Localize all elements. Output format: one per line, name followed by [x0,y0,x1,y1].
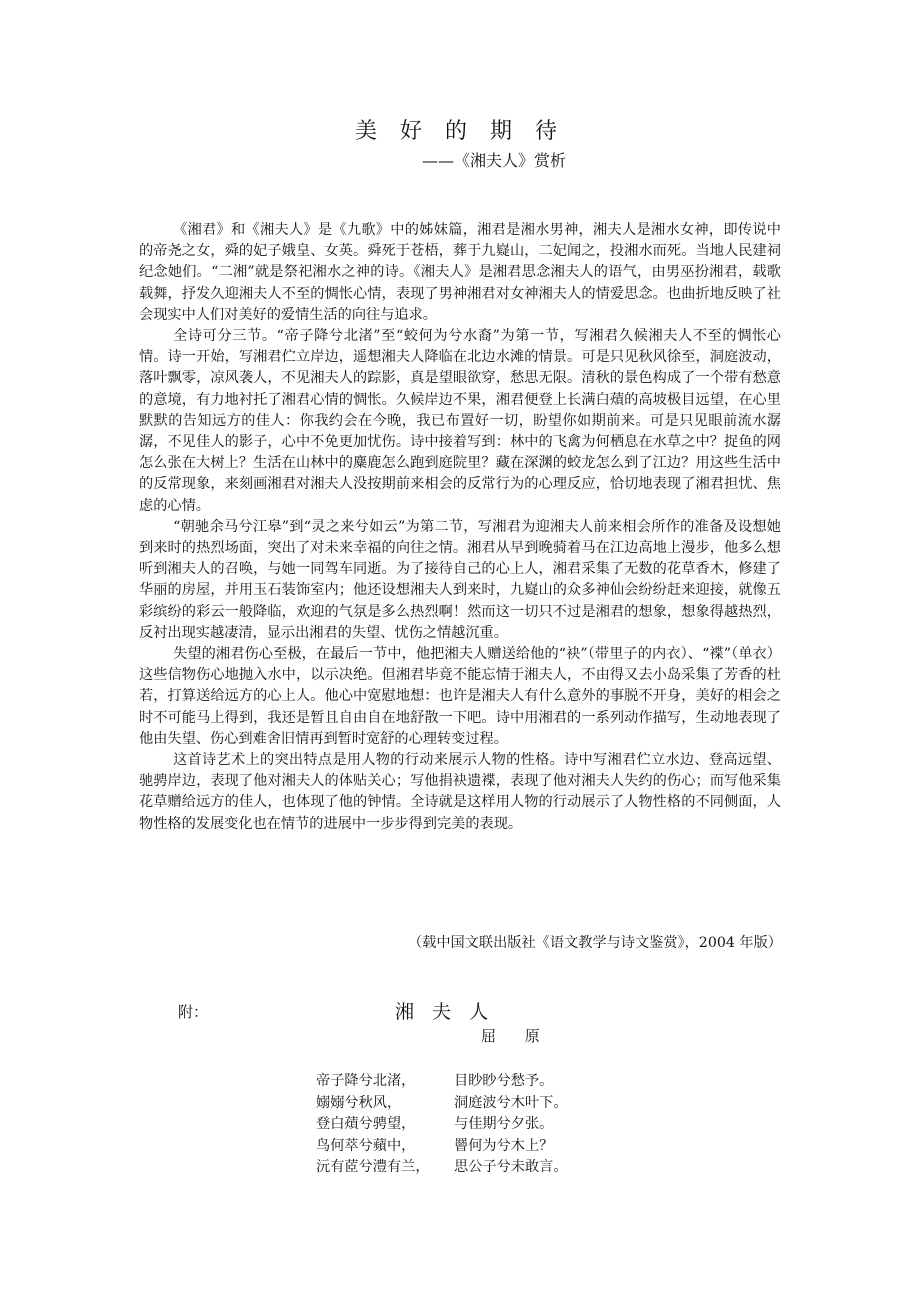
poem-line-right: 思公子兮未敢言。 [454,1159,568,1175]
poem-line-left: 嫋嫋兮秋风， [316,1094,402,1111]
article-title: 美 好 的 期 待 [355,119,565,144]
source-citation: （载中国文联出版社《语文教学与诗文鉴赏》，2004 年版） [407,935,782,951]
poem-title: 湘 夫 人 [395,1001,495,1023]
paragraph: “朝驰余马兮江皋”到“灵之来兮如云”为第二节，写湘君为迎湘夫人前来相会所作的准备及设想她到来时的热烈场面，突出了对未来幸福的向往之情。湘君从早到晚骑着马在江边高地上漫步，他多么想听到湘夫人的召唤，与她一同驾车同逝。为了接待自己的心上人，湘君采集了无数的花草香木，修建了华丽的房屋，并用玉石装饰室内；他还设想湘夫人到来时，九嶷山的众多神仙会纷纷赶来迎接，就像五彩缤纷的彩云一般降临，欢迎的气氛是多么热烈啊！然而这一切只不过是湘君的想象，想象得越热烈，反衬出现实越凄清，显示出湘君的失望、忧伤之情越沉重。 [139,518,781,641]
poem-line [316,1071,568,1093]
poem-line-left: 帝子降兮北渚， [316,1073,416,1089]
poem-line-right: 洞庭波兮木叶下。 [454,1094,568,1111]
poem-line [316,1157,568,1179]
poem-line [316,1136,568,1158]
poem-line [316,1093,568,1115]
poem-line-right: 罾何为兮木上？ [454,1137,554,1154]
poem-author: 屈 原 [481,1027,552,1045]
paragraph: 失望的湘君伤心至极，在最后一节中，他把湘夫人赠送给他的“袂”（带里子的内衣）、“褋”（单衣）这些信物伤心地抛入水中，以示决绝。但湘君毕竟不能忘情于湘夫人，不由得又去小岛采集了芳香的杜若，打算送给远方的心上人。他心中宽慰地想：也许是湘夫人有什么意外的事脱不开身，美好的相会之时不可能马上得到，我还是暂且自由自在地舒散一下吧。诗中用湘君的一系列动作描写，生动地表现了他由失望、伤心到难舍旧情再到暂时宽舒的心理转变过程。 [139,646,781,747]
poem-line-left: 登白薠兮骋望， [316,1116,416,1132]
poem-line [316,1114,568,1136]
article-subtitle: ——《湘夫人》赏析 [422,151,567,170]
poem-line-left: 鸟何萃兮蘋中， [316,1137,416,1154]
appendix-label: 附： [178,1003,209,1021]
article-body [139,220,781,835]
poem-line-right: 与佳期兮夕张。 [454,1116,554,1132]
poem-line-right: 目眇眇兮愁予。 [454,1073,554,1089]
poem-line-left: 沅有茝兮澧有兰， [316,1159,430,1175]
paragraph: 这首诗艺术上的突出特点是用人物的行动来展示人物的性格。诗中写湘君伫立水边、登高远望、驰骋岸边，表现了他对湘夫人的体贴关心；写他捐袂遗褋，表现了他对湘夫人失约的伤心；而写他采集花草赠给远方的佳人，也体现了他的钟情。全诗就是这样用人物的行动展示了人物性格的不同侧面，人物性格的发展变化也在情节的进展中一步步得到完美的表现。 [139,752,781,832]
paragraph: 《湘君》和《湘夫人》是《九歌》中的姊妹篇，湘君是湘水男神，湘夫人是湘水女神，即传说中的帝尧之女，舜的妃子娥皇、女英。舜死于苍梧，葬于九嶷山，二妃闻之，投湘水而死。当地人民建祠纪念她们。“二湘”就是祭祀湘水之神的诗。《湘夫人》是湘君思念湘夫人的语气，由男巫扮湘君，载歌载舞，抒发久迎湘夫人不至的惆怅心情，表现了男神湘君对女神湘夫人的情爱思念。也曲折地反映了社会现实中人们对美好的爱情生活的向往与追求。 [139,222,781,323]
poem-body [316,1071,568,1179]
paragraph: 全诗可分三节。“帝子降兮北渚”至“蛟何为兮水裔”为第一节，写湘君久候湘夫人不至的惆怅心情。诗一开始，写湘君伫立岸边，遥想湘夫人降临在北边水滩的情景。可是只见秋风徐至，洞庭波动，落叶飘零，凉风袭人，不见湘夫人的踪影，真是望眼欲穿，愁思无限。清秋的景色构成了一个带有愁意的意境，有力地衬托了湘君心情的惆怅。久候岸边不果，湘君便登上长满白薠的高坡极目远望，在心里默默的告知远方的佳人：你我约会在今晚，我已布置好一切，盼望你如期前来。可是只见眼前流水潺潺，不见佳人的影子，心中不免更加忧伤。诗中接着写到：林中的飞禽为何栖息在水草之中？捉鱼的网怎么张在大树上？生活在山林中的麋鹿怎么跑到庭院里？藏在深渊的蛟龙怎么到了江边？用这些生活中的反常现象，来刻画湘君对湘夫人没按期前来相会的反常行为的心理反应，恰切地表现了湘君担忧、焦虑的心情。 [139,328,781,514]
